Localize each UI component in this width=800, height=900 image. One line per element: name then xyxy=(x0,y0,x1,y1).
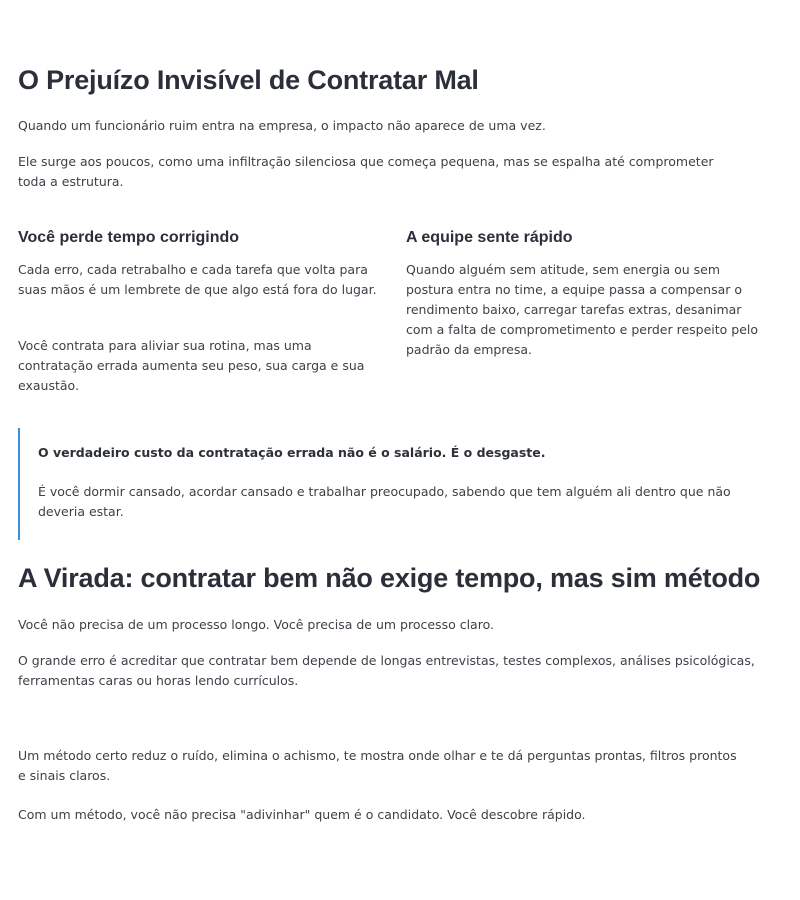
virada-paragraph-1: Você não precisa de um processo longo. Você precisa de um processo claro. xyxy=(18,617,494,632)
section-title-prejuizo: O Prejuízo Invisível de Contratar Mal xyxy=(18,65,479,95)
quote-highlight: O verdadeiro custo da contratação errada não é o salário. É o desgaste. xyxy=(38,445,546,460)
quote-body: É você dormir cansado, acordar cansado e trabalhar preocupado, sabendo que tem alguém ali dentro que não deveria estar. xyxy=(38,484,731,519)
section-title-virada: A Virada: contratar bem não exige tempo, mas sim método xyxy=(18,563,761,593)
column-left-paragraph-2: Você contrata para aliviar sua rotina, mas uma contratação errada aumenta seu peso, sua carga e sua exaustão. xyxy=(18,338,365,393)
quote-accent-bar xyxy=(18,428,20,540)
virada-paragraph-2: O grande erro é acreditar que contratar bem depende de longas entrevistas, testes complexos, análises psicológicas, ferramentas caras ou horas lendo currículos. xyxy=(18,653,755,688)
column-heading-left: Você perde tempo corrigindo xyxy=(18,229,240,246)
intro-paragraph-1: Quando um funcionário ruim entra na empresa, o impacto não aparece de uma vez. xyxy=(18,118,546,133)
intro-paragraph-2: Ele surge aos poucos, como uma infiltração silenciosa que começa pequena, mas se espalha até comprometer toda a estrutura. xyxy=(18,154,714,189)
virada-paragraph-3: Um método certo reduz o ruído, elimina o achismo, te mostra onde olhar e te dá perguntas prontas, filtros prontos e sinais claros. xyxy=(18,748,737,783)
column-left-paragraph-1: Cada erro, cada retrabalho e cada tarefa que volta para suas mãos é um lembrete de que algo está fora do lugar. xyxy=(18,262,377,297)
column-heading-right: A equipe sente rápido xyxy=(406,229,573,246)
column-right-paragraph-1: Quando alguém sem atitude, sem energia ou sem postura entra no time, a equipe passa a compensar o rendimento baixo, carregar tarefas extras, desanimar com a falta de comprometimento e perder respeito pelo padrão da empresa. xyxy=(406,262,759,357)
virada-paragraph-4: Com um método, você não precisa "adivinhar" quem é o candidato. Você descobre rápido. xyxy=(18,807,586,822)
